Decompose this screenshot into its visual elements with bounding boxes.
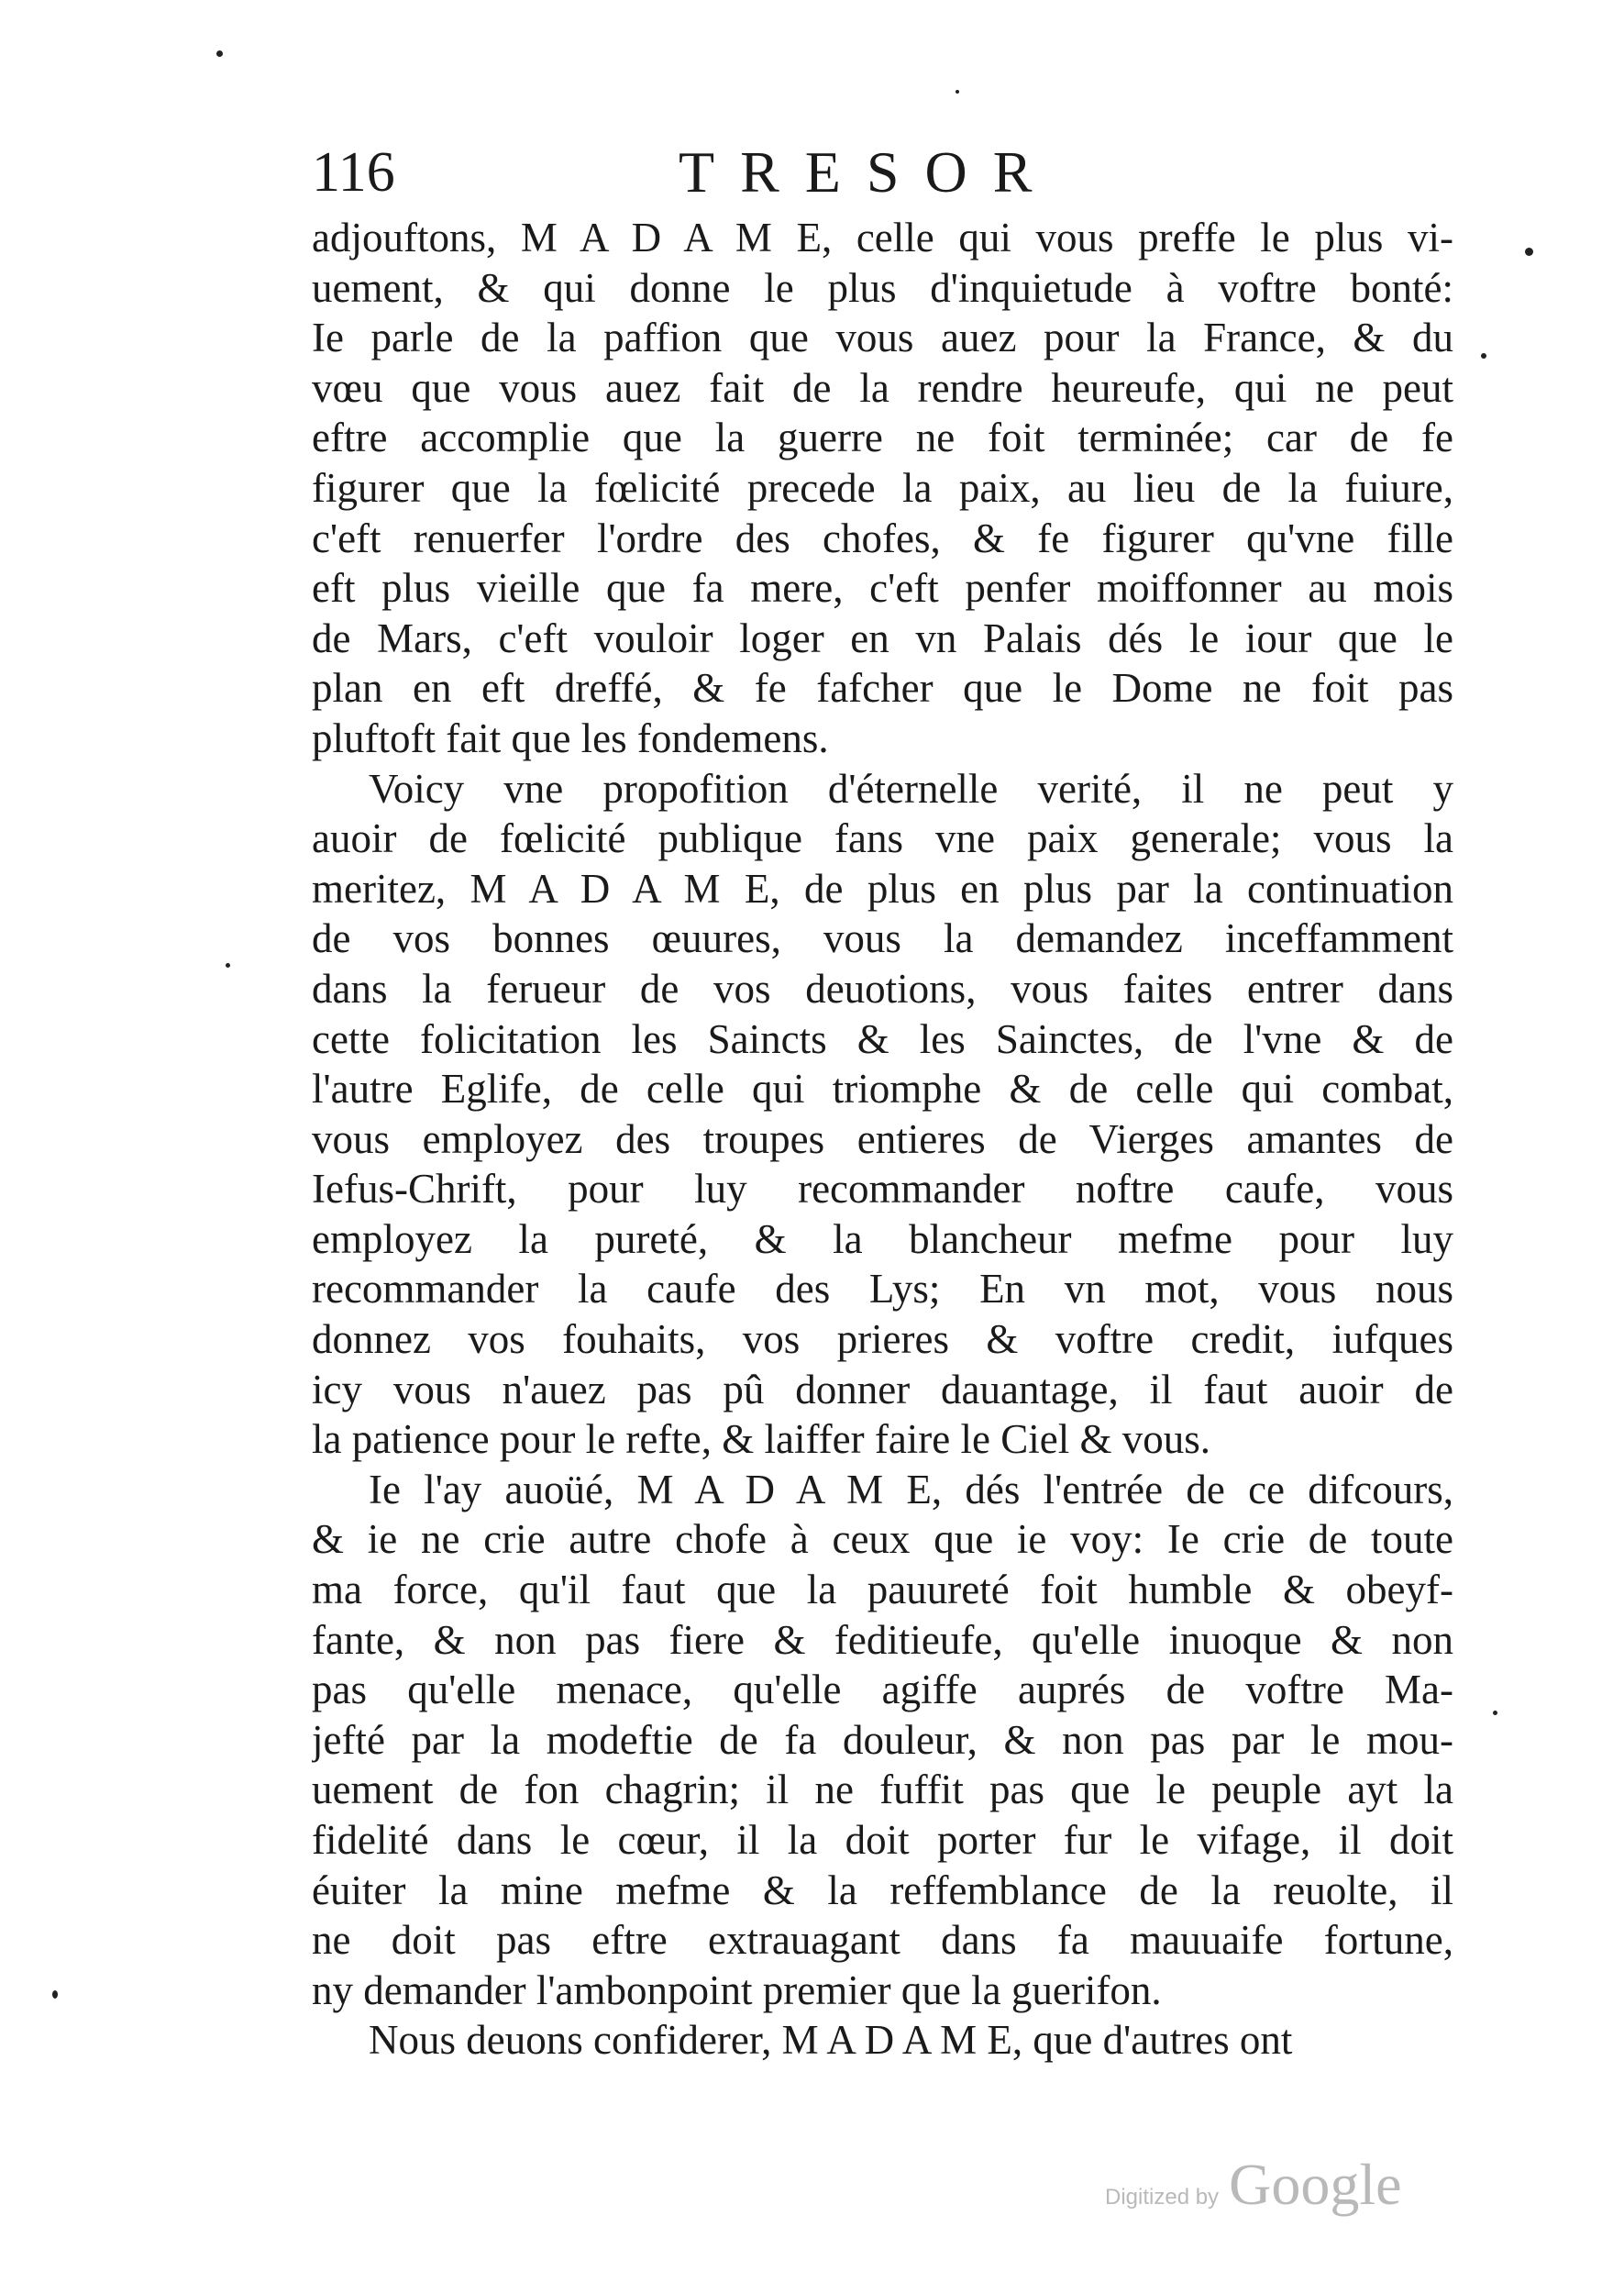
text-line: vous employez des troupes entieres de Vierges amantes de	[312, 1115, 1453, 1162]
google-wordmark: Google	[1229, 2152, 1402, 2217]
text-line: fante, & non pas fiere & feditieufe, qu'elle inuoque & non	[312, 1616, 1453, 1663]
text-line: plan en eft dreffé, & fe fafcher que le Dome ne foit pas	[312, 665, 1453, 712]
ink-speck	[1481, 353, 1486, 359]
text-line: pas qu'elle menace, qu'elle agiffe auprés de voftre Ma-	[312, 1667, 1453, 1713]
text-line: ma force, qu'il faut que la pauureté foit humble & obeyf-	[312, 1567, 1453, 1613]
text-line: fidelité dans le cœur, il la doit porter fur le vifage, il doit	[312, 1817, 1453, 1863]
text-line: uement de fon chagrin; il ne fuffit pas que le peuple ayt la	[312, 1767, 1453, 1813]
ink-speck	[52, 1990, 58, 1999]
ink-speck	[1493, 1711, 1497, 1715]
text-line: dans la ferueur de vos deuotions, vous faites entrer dans	[312, 965, 1453, 1012]
ink-speck	[956, 90, 959, 94]
text-line: de Mars, c'eft vouloir loger en vn Palais dés le iour que le	[312, 615, 1453, 661]
text-line: cette folicitation les Saincts & les Sainctes, de l'vne & de	[312, 1015, 1453, 1062]
text-line: éuiter la mine mefme & la reffemblance de la reuolte, il	[312, 1867, 1453, 1913]
text-line: pluftoft fait que les fondemens.	[312, 714, 829, 761]
text-line: de vos bonnes œuures, vous la demandez inceffamment	[312, 915, 1453, 962]
paragraph-start-line: Ie l'ay auoüé, M A D A M E, dés l'entrée de ce difcours,	[369, 1466, 1453, 1512]
paragraph-start-line: Nous deuons confiderer, M A D A M E, que d'autres ont	[369, 2017, 1293, 2064]
text-line: meritez, M A D A M E, de plus en plus par la continuation	[312, 865, 1453, 912]
text-line: l'autre Eglife, de celle qui triomphe & de celle qui combat,	[312, 1066, 1453, 1113]
text-line: Iefus-Chrift, pour luy recommander noftre caufe, vous	[312, 1166, 1453, 1213]
text-line: & ie ne crie autre chofe à ceux que ie voy: Ie crie de toute	[312, 1516, 1453, 1563]
text-line: la patience pour le refte, & laiffer faire le Ciel & vous.	[312, 1416, 1211, 1463]
text-line: Ie parle de la paffion que vous auez pour la France, & du	[312, 315, 1453, 361]
text-line: eft plus vieille que fa mere, c'eft penfer moiffonner au mois	[312, 565, 1453, 612]
text-line: adjouftons, M A D A M E, celle qui vous preffe le plus vi-	[312, 215, 1453, 260]
text-line: eftre accomplie que la guerre ne foit terminée; car de fe	[312, 415, 1453, 461]
text-line: jefté par la modeftie de fa douleur, & non pas par le mou-	[312, 1716, 1453, 1763]
text-line: employez la pureté, & la blancheur mefme pour luy	[312, 1215, 1453, 1262]
ink-speck	[226, 963, 230, 968]
body-text	[312, 213, 1453, 2066]
text-line: uement, & qui donne le plus d'inquietude à voftre bonté:	[312, 264, 1453, 311]
text-line: donnez vos fouhaits, vos prieres & voftre credit, iufques	[312, 1316, 1453, 1363]
text-line: recommander la caufe des Lys; En vn mot, vous nous	[312, 1266, 1453, 1313]
text-line: auoir de fœlicité publique fans vne paix generale; vous la	[312, 815, 1453, 862]
text-line: ny demander l'ambonpoint premier que la guerifon.	[312, 1966, 1162, 2013]
ink-speck	[216, 50, 223, 57]
running-title: TRESOR	[679, 139, 1058, 205]
page-header	[312, 136, 1458, 218]
digitized-by-google-watermark	[1105, 2151, 1402, 2219]
text-line: c'eft renuerfer l'ordre des chofes, & fe figurer qu'vne fille	[312, 515, 1453, 561]
text-line: ne doit pas eftre extrauagant dans fa mauuaife fortune,	[312, 1917, 1453, 1964]
digitized-label: Digitized by	[1105, 2185, 1220, 2210]
page-number: 116	[312, 141, 395, 204]
text-line: figurer que la fœlicité precede la paix, au lieu de la fuiure,	[312, 464, 1453, 511]
ink-speck	[1525, 248, 1533, 256]
paragraph-start-line: Voicy vne propofition d'éternelle verité, il ne peut y	[369, 765, 1453, 812]
text-line: icy vous n'auez pas pû donner dauantage, il faut auoir de	[312, 1366, 1453, 1412]
text-line: vœu que vous auez fait de la rendre heureufe, qui ne peut	[312, 364, 1453, 411]
